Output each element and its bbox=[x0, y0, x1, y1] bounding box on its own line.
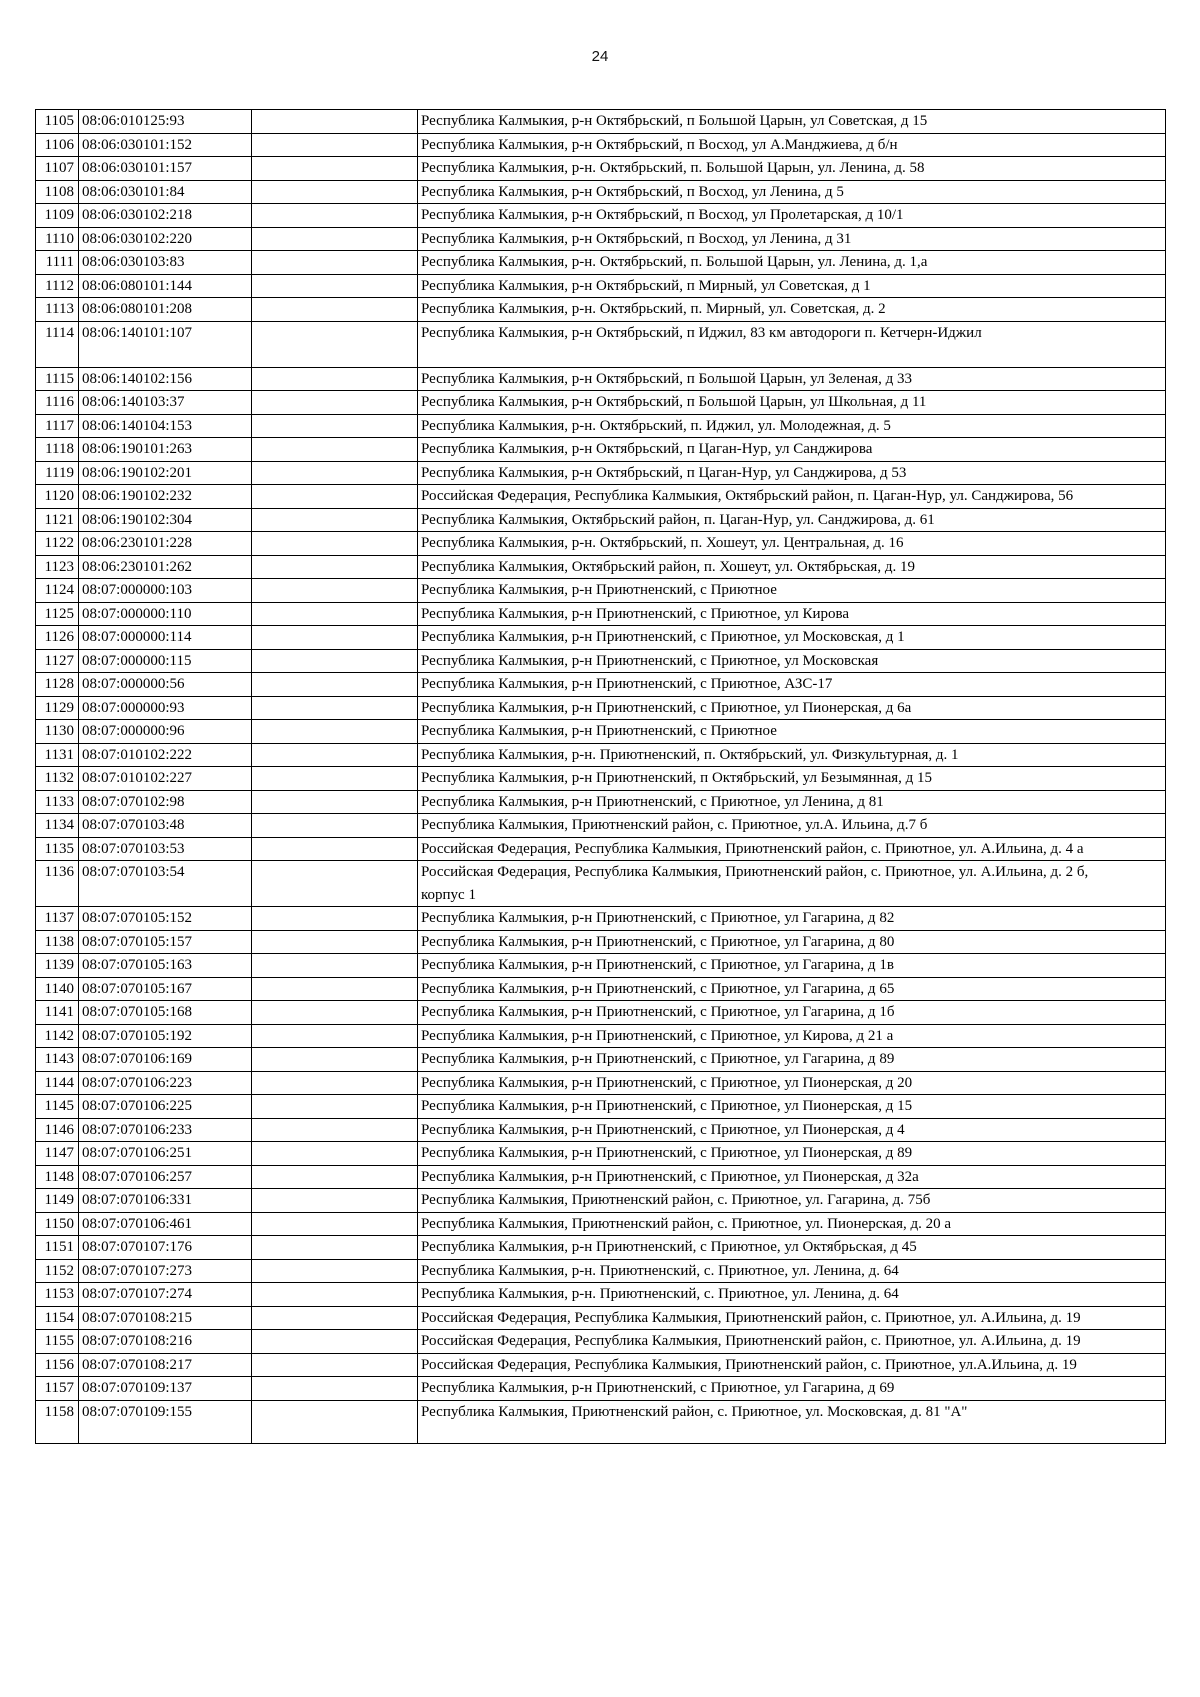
row-number-cell: 1114 bbox=[36, 321, 79, 367]
empty-cell bbox=[252, 1259, 418, 1283]
cadastral-number-cell: 08:06:140101:107 bbox=[79, 321, 252, 367]
table-row bbox=[36, 743, 1166, 767]
table-row bbox=[36, 391, 1166, 415]
row-number-cell: 1148 bbox=[36, 1165, 79, 1189]
address-cell: Республика Калмыкия, р-н Приютненский, с Приютное, ул Пионерская, д 4 bbox=[418, 1118, 1166, 1142]
cadastral-number-cell: 08:06:030101:152 bbox=[79, 133, 252, 157]
row-number-cell: 1125 bbox=[36, 602, 79, 626]
empty-cell bbox=[252, 110, 418, 134]
table-row bbox=[36, 602, 1166, 626]
row-number-cell: 1139 bbox=[36, 954, 79, 978]
empty-cell bbox=[252, 720, 418, 744]
table-row bbox=[36, 1024, 1166, 1048]
empty-cell bbox=[252, 508, 418, 532]
cadastral-number-cell: 08:07:000000:56 bbox=[79, 673, 252, 697]
row-number-cell: 1115 bbox=[36, 367, 79, 391]
row-number-cell: 1109 bbox=[36, 204, 79, 228]
address-cell: Республика Калмыкия, р-н Приютненский, с Приютное, ул Гагарина, д 1б bbox=[418, 1001, 1166, 1025]
empty-cell bbox=[252, 1353, 418, 1377]
table-row bbox=[36, 767, 1166, 791]
empty-cell bbox=[252, 532, 418, 556]
row-number-cell: 1110 bbox=[36, 227, 79, 251]
empty-cell bbox=[252, 485, 418, 509]
row-number-cell: 1119 bbox=[36, 461, 79, 485]
address-cell: Республика Калмыкия, р-н Приютненский, с Приютное, ул Московская bbox=[418, 649, 1166, 673]
cadastral-number-cell: 08:07:070105:167 bbox=[79, 977, 252, 1001]
empty-cell bbox=[252, 438, 418, 462]
table-row bbox=[36, 298, 1166, 322]
empty-cell bbox=[252, 274, 418, 298]
empty-cell bbox=[252, 767, 418, 791]
row-number-cell: 1137 bbox=[36, 907, 79, 931]
row-number-cell: 1145 bbox=[36, 1095, 79, 1119]
empty-cell bbox=[252, 1236, 418, 1260]
registry-body bbox=[36, 110, 1166, 1444]
cadastral-number-cell: 08:07:070108:216 bbox=[79, 1330, 252, 1354]
empty-cell bbox=[252, 157, 418, 181]
empty-cell bbox=[252, 1189, 418, 1213]
table-row bbox=[36, 204, 1166, 228]
empty-cell bbox=[252, 133, 418, 157]
empty-cell bbox=[252, 1330, 418, 1354]
empty-cell bbox=[252, 1142, 418, 1166]
empty-cell bbox=[252, 367, 418, 391]
page-number: 24 bbox=[591, 48, 609, 65]
address-cell: Республика Калмыкия, р-н Приютненский, с Приютное, ул Пионерская, д 20 bbox=[418, 1071, 1166, 1095]
cadastral-number-cell: 08:06:190102:304 bbox=[79, 508, 252, 532]
cadastral-number-cell: 08:06:030101:157 bbox=[79, 157, 252, 181]
empty-cell bbox=[252, 1048, 418, 1072]
cadastral-number-cell: 08:07:070103:48 bbox=[79, 814, 252, 838]
address-cell: Республика Калмыкия, р-н Приютненский, с Приютное bbox=[418, 579, 1166, 603]
cadastral-number-cell: 08:07:070106:461 bbox=[79, 1212, 252, 1236]
empty-cell bbox=[252, 837, 418, 861]
row-number-cell: 1133 bbox=[36, 790, 79, 814]
empty-cell bbox=[252, 1400, 418, 1443]
cadastral-number-cell: 08:06:140103:37 bbox=[79, 391, 252, 415]
row-number-cell: 1130 bbox=[36, 720, 79, 744]
row-number-cell: 1107 bbox=[36, 157, 79, 181]
table-row bbox=[36, 1142, 1166, 1166]
cadastral-number-cell: 08:06:030102:218 bbox=[79, 204, 252, 228]
table-row bbox=[36, 1001, 1166, 1025]
row-number-cell: 1122 bbox=[36, 532, 79, 556]
table-row bbox=[36, 814, 1166, 838]
address-cell: Республика Калмыкия, р-н Приютненский, с Приютное, ул Гагарина, д 69 bbox=[418, 1377, 1166, 1401]
empty-cell bbox=[252, 251, 418, 275]
address-cell: Республика Калмыкия, р-н Приютненский, с Приютное, ул Гагарина, д 1в bbox=[418, 954, 1166, 978]
address-cell: Республика Калмыкия, р-н Приютненский, с Приютное, ул Пионерская, д 32а bbox=[418, 1165, 1166, 1189]
address-cell: Российская Федерация, Республика Калмыкия, Приютненский район, с. Приютное, ул. А.Ильина, д. 19 bbox=[418, 1306, 1166, 1330]
table-row bbox=[36, 555, 1166, 579]
row-number-cell: 1141 bbox=[36, 1001, 79, 1025]
empty-cell bbox=[252, 298, 418, 322]
empty-cell bbox=[252, 1118, 418, 1142]
address-cell: Республика Калмыкия, р-н Приютненский, с Приютное, ул Пионерская, д 15 bbox=[418, 1095, 1166, 1119]
table-row bbox=[36, 1048, 1166, 1072]
cadastral-number-cell: 08:07:000000:110 bbox=[79, 602, 252, 626]
address-cell: Республика Калмыкия, р-н Октябрьский, п Восход, ул А.Манджиева, д б/н bbox=[418, 133, 1166, 157]
cadastral-number-cell: 08:07:070106:251 bbox=[79, 1142, 252, 1166]
address-cell: Республика Калмыкия, р-н Приютненский, с Приютное, ул Пионерская, д 6а bbox=[418, 696, 1166, 720]
table-row bbox=[36, 274, 1166, 298]
empty-cell bbox=[252, 1095, 418, 1119]
table-row bbox=[36, 1212, 1166, 1236]
cadastral-number-cell: 08:06:140102:156 bbox=[79, 367, 252, 391]
cadastral-number-cell: 08:07:000000:93 bbox=[79, 696, 252, 720]
table-row bbox=[36, 673, 1166, 697]
address-cell: Республика Калмыкия, р-н Приютненский, с Приютное, ул Гагарина, д 82 bbox=[418, 907, 1166, 931]
cadastral-number-cell: 08:07:000000:115 bbox=[79, 649, 252, 673]
cadastral-number-cell: 08:07:070107:274 bbox=[79, 1283, 252, 1307]
empty-cell bbox=[252, 1306, 418, 1330]
empty-cell bbox=[252, 790, 418, 814]
table-row bbox=[36, 1165, 1166, 1189]
cadastral-number-cell: 08:07:070106:233 bbox=[79, 1118, 252, 1142]
row-number-cell: 1106 bbox=[36, 133, 79, 157]
address-cell: Республика Калмыкия, р-н Октябрьский, п Большой Царын, ул Школьная, д 11 bbox=[418, 391, 1166, 415]
cadastral-number-cell: 08:06:190101:263 bbox=[79, 438, 252, 462]
table-row bbox=[36, 157, 1166, 181]
cadastral-number-cell: 08:06:080101:144 bbox=[79, 274, 252, 298]
row-number-cell: 1113 bbox=[36, 298, 79, 322]
row-number-cell: 1152 bbox=[36, 1259, 79, 1283]
row-number-cell: 1144 bbox=[36, 1071, 79, 1095]
row-number-cell: 1153 bbox=[36, 1283, 79, 1307]
table-row bbox=[36, 930, 1166, 954]
empty-cell bbox=[252, 673, 418, 697]
table-row bbox=[36, 1330, 1166, 1354]
table-row bbox=[36, 1118, 1166, 1142]
cadastral-number-cell: 08:06:190102:201 bbox=[79, 461, 252, 485]
table-row bbox=[36, 414, 1166, 438]
cadastral-number-cell: 08:07:070106:169 bbox=[79, 1048, 252, 1072]
table-row bbox=[36, 1236, 1166, 1260]
cadastral-number-cell: 08:07:070103:53 bbox=[79, 837, 252, 861]
row-number-cell: 1117 bbox=[36, 414, 79, 438]
address-cell: Республика Калмыкия, р-н Приютненский, с Приютное, ул Гагарина, д 65 bbox=[418, 977, 1166, 1001]
row-number-cell: 1149 bbox=[36, 1189, 79, 1213]
empty-cell bbox=[252, 743, 418, 767]
table-row bbox=[36, 1353, 1166, 1377]
address-cell: Российская Федерация, Республика Калмыкия, Приютненский район, с. Приютное, ул. А.Ильина, д. 4 а bbox=[418, 837, 1166, 861]
empty-cell bbox=[252, 1001, 418, 1025]
cadastral-number-cell: 08:07:010102:222 bbox=[79, 743, 252, 767]
empty-cell bbox=[252, 649, 418, 673]
table-row bbox=[36, 251, 1166, 275]
empty-cell bbox=[252, 1377, 418, 1401]
empty-cell bbox=[252, 930, 418, 954]
empty-cell bbox=[252, 1283, 418, 1307]
row-number-cell: 1120 bbox=[36, 485, 79, 509]
table-row bbox=[36, 837, 1166, 861]
empty-cell bbox=[252, 602, 418, 626]
address-cell: Республика Калмыкия, р-н Октябрьский, п Мирный, ул Советская, д 1 bbox=[418, 274, 1166, 298]
cadastral-number-cell: 08:07:070107:176 bbox=[79, 1236, 252, 1260]
cadastral-number-cell: 08:07:070106:257 bbox=[79, 1165, 252, 1189]
row-number-cell: 1129 bbox=[36, 696, 79, 720]
cadastral-number-cell: 08:07:070108:215 bbox=[79, 1306, 252, 1330]
table-row bbox=[36, 227, 1166, 251]
address-cell: Республика Калмыкия, р-н Приютненский, с Приютное, ул Пионерская, д 89 bbox=[418, 1142, 1166, 1166]
row-number-cell: 1127 bbox=[36, 649, 79, 673]
cadastral-number-cell: 08:06:030103:83 bbox=[79, 251, 252, 275]
address-cell: Республика Калмыкия, р-н. Октябрьский, п. Большой Царын, ул. Ленина, д. 58 bbox=[418, 157, 1166, 181]
cadastral-number-cell: 08:07:070105:157 bbox=[79, 930, 252, 954]
cadastral-number-cell: 08:07:000000:96 bbox=[79, 720, 252, 744]
table-row bbox=[36, 133, 1166, 157]
row-number-cell: 1121 bbox=[36, 508, 79, 532]
empty-cell bbox=[252, 461, 418, 485]
empty-cell bbox=[252, 954, 418, 978]
table-row bbox=[36, 1259, 1166, 1283]
cadastral-number-cell: 08:07:010102:227 bbox=[79, 767, 252, 791]
row-number-cell: 1140 bbox=[36, 977, 79, 1001]
table-row bbox=[36, 954, 1166, 978]
empty-cell bbox=[252, 696, 418, 720]
row-number-cell: 1131 bbox=[36, 743, 79, 767]
row-number-cell: 1155 bbox=[36, 1330, 79, 1354]
table-row bbox=[36, 861, 1166, 907]
address-cell: Республика Калмыкия, р-н Приютненский, с Приютное, ул Гагарина, д 80 bbox=[418, 930, 1166, 954]
empty-cell bbox=[252, 227, 418, 251]
address-cell: Республика Калмыкия, р-н. Октябрьский, п. Хошеут, ул. Центральная, д. 16 bbox=[418, 532, 1166, 556]
address-cell: Республика Калмыкия, р-н Октябрьский, п Восход, ул Ленина, д 5 bbox=[418, 180, 1166, 204]
row-number-cell: 1128 bbox=[36, 673, 79, 697]
empty-cell bbox=[252, 555, 418, 579]
cadastral-number-cell: 08:06:030102:220 bbox=[79, 227, 252, 251]
row-number-cell: 1143 bbox=[36, 1048, 79, 1072]
empty-cell bbox=[252, 907, 418, 931]
address-cell: Российская Федерация, Республика Калмыкия, Октябрьский район, п. Цаган-Нур, ул. Санджирова, 56 bbox=[418, 485, 1166, 509]
address-cell: Республика Калмыкия, р-н Октябрьский, п Цаган-Нур, ул Санджирова bbox=[418, 438, 1166, 462]
empty-cell bbox=[252, 321, 418, 367]
row-number-cell: 1135 bbox=[36, 837, 79, 861]
address-cell: Российская Федерация, Республика Калмыкия, Приютненский район, с. Приютное, ул.А.Ильина, д. 19 bbox=[418, 1353, 1166, 1377]
cadastral-number-cell: 08:06:230101:262 bbox=[79, 555, 252, 579]
row-number-cell: 1126 bbox=[36, 626, 79, 650]
address-cell: Республика Калмыкия, р-н. Октябрьский, п. Мирный, ул. Советская, д. 2 bbox=[418, 298, 1166, 322]
address-cell: Республика Калмыкия, р-н Приютненский, с Приютное, ул Ленина, д 81 bbox=[418, 790, 1166, 814]
table-row bbox=[36, 790, 1166, 814]
address-cell: Республика Калмыкия, р-н Приютненский, с Приютное, ул Московская, д 1 bbox=[418, 626, 1166, 650]
cadastral-number-cell: 08:07:070105:152 bbox=[79, 907, 252, 931]
empty-cell bbox=[252, 579, 418, 603]
cadastral-number-cell: 08:07:070106:225 bbox=[79, 1095, 252, 1119]
row-number-cell: 1157 bbox=[36, 1377, 79, 1401]
row-number-cell: 1105 bbox=[36, 110, 79, 134]
table-row bbox=[36, 977, 1166, 1001]
address-cell: Республика Калмыкия, р-н Приютненский, с Приютное, ул Октябрьская, д 45 bbox=[418, 1236, 1166, 1260]
table-row bbox=[36, 485, 1166, 509]
cadastral-number-cell: 08:07:070108:217 bbox=[79, 1353, 252, 1377]
cadastral-number-cell: 08:06:230101:228 bbox=[79, 532, 252, 556]
address-cell: Республика Калмыкия, р-н Октябрьский, п Восход, ул Пролетарская, д 10/1 bbox=[418, 204, 1166, 228]
table-row bbox=[36, 110, 1166, 134]
table-row bbox=[36, 508, 1166, 532]
address-cell: Республика Калмыкия, Октябрьский район, п. Хошеут, ул. Октябрьская, д. 19 bbox=[418, 555, 1166, 579]
cadastral-number-cell: 08:07:070105:192 bbox=[79, 1024, 252, 1048]
row-number-cell: 1136 bbox=[36, 861, 79, 907]
empty-cell bbox=[252, 204, 418, 228]
row-number-cell: 1116 bbox=[36, 391, 79, 415]
address-cell: Республика Калмыкия, Октябрьский район, п. Цаган-Нур, ул. Санджирова, д. 61 bbox=[418, 508, 1166, 532]
empty-cell bbox=[252, 814, 418, 838]
property-registry-table bbox=[35, 109, 1166, 1444]
cadastral-number-cell: 08:07:070106:331 bbox=[79, 1189, 252, 1213]
address-cell: Республика Калмыкия, р-н Приютненский, с Приютное bbox=[418, 720, 1166, 744]
table-row bbox=[36, 1306, 1166, 1330]
table-row bbox=[36, 438, 1166, 462]
empty-cell bbox=[252, 1071, 418, 1095]
row-number-cell: 1146 bbox=[36, 1118, 79, 1142]
cadastral-number-cell: 08:07:070109:155 bbox=[79, 1400, 252, 1443]
address-cell: Российская Федерация, Республика Калмыкия, Приютненский район, с. Приютное, ул. А.Ильина, д. 2 б, корпус 1 bbox=[418, 861, 1166, 907]
row-number-cell: 1147 bbox=[36, 1142, 79, 1166]
table-row bbox=[36, 696, 1166, 720]
empty-cell bbox=[252, 180, 418, 204]
empty-cell bbox=[252, 414, 418, 438]
empty-cell bbox=[252, 977, 418, 1001]
row-number-cell: 1151 bbox=[36, 1236, 79, 1260]
empty-cell bbox=[252, 861, 418, 907]
empty-cell bbox=[252, 626, 418, 650]
address-cell: Республика Калмыкия, р-н Приютненский, с Приютное, ул Гагарина, д 89 bbox=[418, 1048, 1166, 1072]
empty-cell bbox=[252, 1165, 418, 1189]
row-number-cell: 1134 bbox=[36, 814, 79, 838]
address-cell: Российская Федерация, Республика Калмыкия, Приютненский район, с. Приютное, ул. А.Ильина, д. 19 bbox=[418, 1330, 1166, 1354]
address-cell: Республика Калмыкия, р-н Октябрьский, п Большой Царын, ул Зеленая, д 33 bbox=[418, 367, 1166, 391]
cadastral-number-cell: 08:06:010125:93 bbox=[79, 110, 252, 134]
table-row bbox=[36, 649, 1166, 673]
cadastral-number-cell: 08:07:070105:168 bbox=[79, 1001, 252, 1025]
table-row bbox=[36, 461, 1166, 485]
table-row bbox=[36, 1189, 1166, 1213]
row-number-cell: 1156 bbox=[36, 1353, 79, 1377]
table-row bbox=[36, 1283, 1166, 1307]
address-cell: Республика Калмыкия, р-н. Приютненский, п. Октябрьский, ул. Физкультурная, д. 1 bbox=[418, 743, 1166, 767]
address-cell: Республика Калмыкия, р-н Приютненский, п Октябрьский, ул Безымянная, д 15 bbox=[418, 767, 1166, 791]
empty-cell bbox=[252, 1024, 418, 1048]
table-row bbox=[36, 367, 1166, 391]
address-cell: Республика Калмыкия, Приютненский район, с. Приютное, ул. Пионерская, д. 20 а bbox=[418, 1212, 1166, 1236]
cadastral-number-cell: 08:06:190102:232 bbox=[79, 485, 252, 509]
table-row bbox=[36, 180, 1166, 204]
row-number-cell: 1123 bbox=[36, 555, 79, 579]
address-cell: Республика Калмыкия, р-н Октябрьский, п Большой Царын, ул Советская, д 15 bbox=[418, 110, 1166, 134]
row-number-cell: 1118 bbox=[36, 438, 79, 462]
address-cell: Республика Калмыкия, р-н. Приютненский, с. Приютное, ул. Ленина, д. 64 bbox=[418, 1283, 1166, 1307]
cadastral-number-cell: 08:07:070103:54 bbox=[79, 861, 252, 907]
row-number-cell: 1142 bbox=[36, 1024, 79, 1048]
address-cell: Республика Калмыкия, р-н. Приютненский, с. Приютное, ул. Ленина, д. 64 bbox=[418, 1259, 1166, 1283]
cadastral-number-cell: 08:07:070107:273 bbox=[79, 1259, 252, 1283]
table-row bbox=[36, 532, 1166, 556]
cadastral-number-cell: 08:07:000000:114 bbox=[79, 626, 252, 650]
row-number-cell: 1108 bbox=[36, 180, 79, 204]
row-number-cell: 1150 bbox=[36, 1212, 79, 1236]
table-row bbox=[36, 579, 1166, 603]
row-number-cell: 1154 bbox=[36, 1306, 79, 1330]
table-row bbox=[36, 1400, 1166, 1443]
row-number-cell: 1111 bbox=[36, 251, 79, 275]
address-cell: Республика Калмыкия, Приютненский район, с. Приютное, ул. Гагарина, д. 75б bbox=[418, 1189, 1166, 1213]
cadastral-number-cell: 08:06:140104:153 bbox=[79, 414, 252, 438]
empty-cell bbox=[252, 391, 418, 415]
address-cell: Республика Калмыкия, р-н. Октябрьский, п. Большой Царын, ул. Ленина, д. 1,а bbox=[418, 251, 1166, 275]
row-number-cell: 1124 bbox=[36, 579, 79, 603]
table-row bbox=[36, 626, 1166, 650]
row-number-cell: 1132 bbox=[36, 767, 79, 791]
empty-cell bbox=[252, 1212, 418, 1236]
cadastral-number-cell: 08:07:070109:137 bbox=[79, 1377, 252, 1401]
table-row bbox=[36, 1095, 1166, 1119]
cadastral-number-cell: 08:06:030101:84 bbox=[79, 180, 252, 204]
table-row bbox=[36, 907, 1166, 931]
row-number-cell: 1138 bbox=[36, 930, 79, 954]
row-number-cell: 1158 bbox=[36, 1400, 79, 1443]
address-cell: Республика Калмыкия, р-н Октябрьский, п Цаган-Нур, ул Санджирова, д 53 bbox=[418, 461, 1166, 485]
table-row bbox=[36, 1071, 1166, 1095]
address-cell: Республика Калмыкия, р-н Приютненский, с Приютное, ул Кирова bbox=[418, 602, 1166, 626]
address-cell: Республика Калмыкия, р-н Октябрьский, п Иджил, 83 км автодороги п. Кетчерн-Иджил bbox=[418, 321, 1166, 367]
address-cell: Республика Калмыкия, Приютненский район, с. Приютное, ул. Московская, д. 81 "А" bbox=[418, 1400, 1166, 1443]
cadastral-number-cell: 08:07:070106:223 bbox=[79, 1071, 252, 1095]
address-cell: Республика Калмыкия, Приютненский район, с. Приютное, ул.А. Ильина, д.7 б bbox=[418, 814, 1166, 838]
table-row bbox=[36, 321, 1166, 367]
cadastral-number-cell: 08:06:080101:208 bbox=[79, 298, 252, 322]
cadastral-number-cell: 08:07:070102:98 bbox=[79, 790, 252, 814]
cadastral-number-cell: 08:07:000000:103 bbox=[79, 579, 252, 603]
address-cell: Республика Калмыкия, р-н Приютненский, с Приютное, ул Кирова, д 21 а bbox=[418, 1024, 1166, 1048]
address-cell: Республика Калмыкия, р-н. Октябрьский, п. Иджил, ул. Молодежная, д. 5 bbox=[418, 414, 1166, 438]
address-cell: Республика Калмыкия, р-н Приютненский, с Приютное, АЗС-17 bbox=[418, 673, 1166, 697]
table-row bbox=[36, 1377, 1166, 1401]
table-row bbox=[36, 720, 1166, 744]
cadastral-number-cell: 08:07:070105:163 bbox=[79, 954, 252, 978]
row-number-cell: 1112 bbox=[36, 274, 79, 298]
address-cell: Республика Калмыкия, р-н Октябрьский, п Восход, ул Ленина, д 31 bbox=[418, 227, 1166, 251]
